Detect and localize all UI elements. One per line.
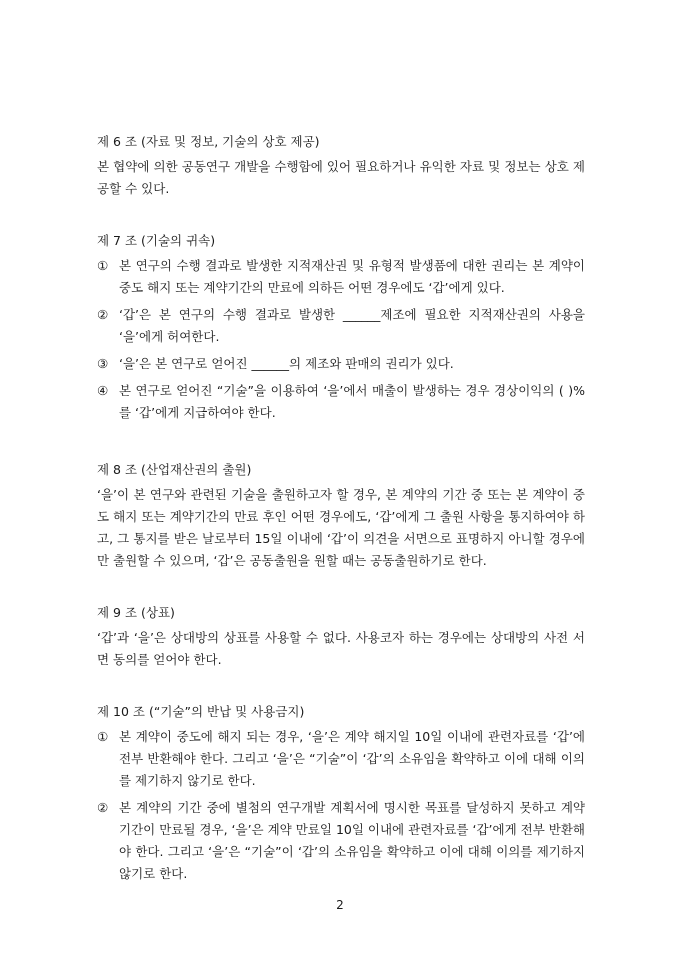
article-7-item-3 [97, 353, 585, 375]
item-number: ② [97, 800, 109, 815]
article-6-title: 제 6 조 (자료 및 정보, 기술의 상호 제공) [97, 134, 320, 149]
article-10 [97, 701, 585, 885]
article-8-body: ‘을’이 본 연구와 관련된 기술을 출원하고자 할 경우, 본 계약의 기간 중 또는 본 계약이 중도 해지 또는 계약기간의 만료 후인 어떤 경우에도, ‘갑’에게 그 출원 사항을 통지하여야 하고, 그 통지를 받은 날로부터 15일 이내에 ‘갑’이 의견을 서면으로 표명하지 아니할 경우에만 출원할 수 있으며, ‘갑’은 공동출원을 원할 때는 공동출원하기로 한다. [97, 487, 585, 568]
article-7-title: 제 7 조 (기술의 귀속) [97, 233, 216, 248]
article-10-item-2 [97, 797, 585, 885]
item-number: ② [97, 307, 109, 322]
article-9-title: 제 9 조 (상표) [97, 605, 175, 620]
article-8-title: 제 8 조 (산업재산권의 출원) [97, 462, 252, 477]
item-text: 본 계약이 중도에 해지 되는 경우, ‘을’은 계약 해지일 10일 이내에 관련자료를 ‘갑’에 전부 반환해야 한다. 그리고 ‘을’은 “기술”이 ‘갑’의 소유임을 확약하고 이에 대해 이의를 제기하지 않기로 한다. [119, 729, 585, 788]
article-9 [97, 602, 585, 671]
item-text: 본 연구의 수행 결과로 발생한 지적재산권 및 유형적 발생품에 대한 권리는 본 계약이 중도 해지 또는 계약기간의 만료에 의하든 어떤 경우에도 ‘갑’에게 있다. [119, 258, 585, 295]
item-number: ① [97, 729, 109, 744]
article-7-items [97, 255, 585, 424]
document-content [97, 131, 585, 890]
article-10-item-1 [97, 726, 585, 792]
item-number: ① [97, 258, 109, 273]
item-number: ④ [97, 383, 109, 398]
item-text: ‘을’은 본 연구로 얻어진 ______의 제조와 판매의 권리가 있다. [119, 356, 454, 371]
article-7-item-4 [97, 380, 585, 424]
article-10-items [97, 726, 585, 885]
article-7-item-2 [97, 304, 585, 348]
item-number: ③ [97, 356, 109, 371]
article-9-body: ‘갑’과 ‘을’은 상대방의 상표를 사용할 수 없다. 사용코자 하는 경우에는 상대방의 사전 서면 동의를 얻어야 한다. [97, 630, 585, 667]
article-10-title: 제 10 조 (“기술”의 반납 및 사용금지) [97, 704, 305, 719]
item-text: 본 계약의 기간 중에 별첨의 연구개발 계획서에 명시한 목표를 달성하지 못하고 계약기간이 만료될 경우, ‘을’은 계약 만료일 10일 이내에 관련자료를 ‘갑’에게 전부 반환해야 한다. 그리고 ‘을’은 “기술”이 ‘갑’의 소유임을 확약하고 이에 대해 이의를 제기하지 않기로 한다. [119, 800, 585, 881]
article-6 [97, 131, 585, 200]
article-6-body: 본 협약에 의한 공동연구 개발을 수행함에 있어 필요하거나 유익한 자료 및 정보는 상호 제공할 수 있다. [97, 159, 585, 196]
item-text: ‘갑’은 본 연구의 수행 결과로 발생한 ______제조에 필요한 지적재산권의 사용을 ‘을’에게 허여한다. [119, 307, 585, 344]
page-number: 2 [336, 898, 344, 912]
article-8 [97, 459, 585, 572]
item-text: 본 연구로 얻어진 “기술”을 이용하여 ‘을’에서 매출이 발생하는 경우 경상이익의 ( )%를 ‘갑’에게 지급하여야 한다. [119, 383, 585, 420]
article-7 [97, 230, 585, 424]
article-7-item-1 [97, 255, 585, 299]
